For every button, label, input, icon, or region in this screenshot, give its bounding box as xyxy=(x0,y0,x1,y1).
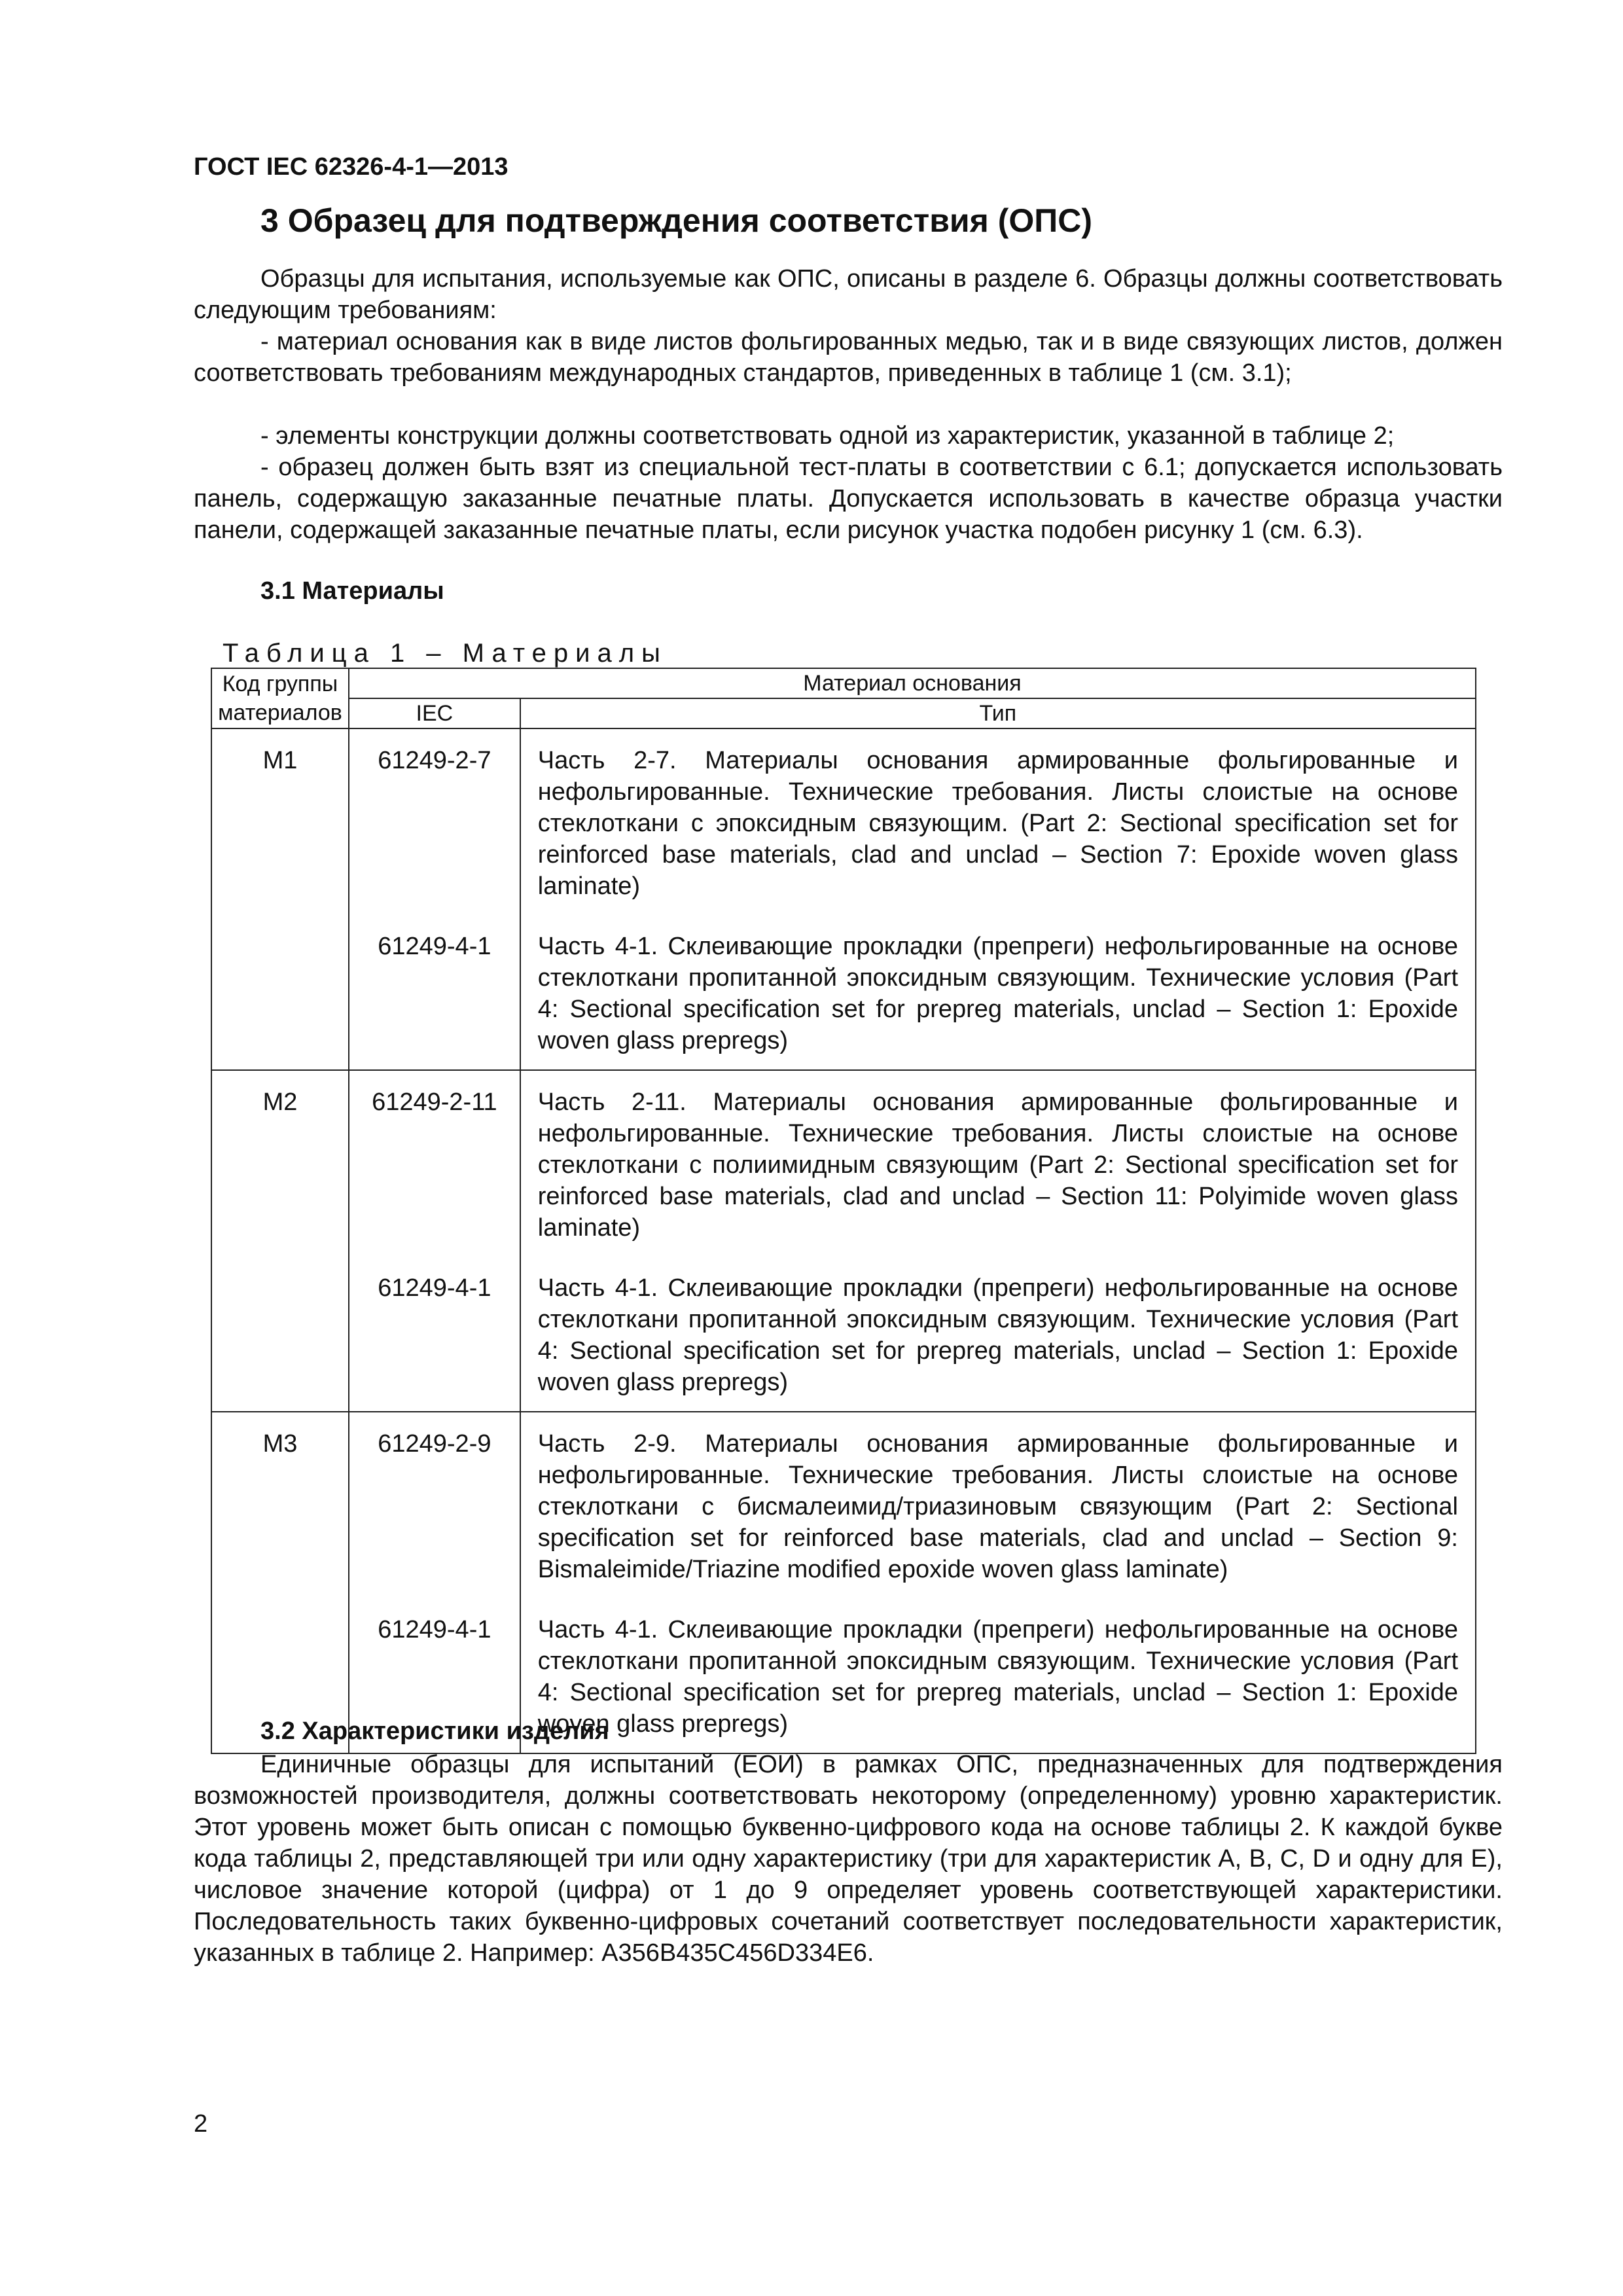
group-cell: M2 xyxy=(211,1070,349,1257)
type-cell: Часть 4-1. Склеивающие прокладки (препреги) нефольгированные на основе стеклоткани пропитанной эпоксидным связующим. Технические условия (Part 4: Sectional specification set for prepreg materials, unclad – Section 1: Epoxide woven glass prepregs) xyxy=(520,915,1476,1070)
table-subheader-row xyxy=(211,698,1476,728)
iec-cell: 61249-2-7 xyxy=(349,728,520,915)
intro-text-3: - элементы конструкции должны соответствовать одной из характеристик, указанной в таблице 2; xyxy=(260,422,1395,450)
type-cell: Часть 2-11. Материалы основания армированные фольгированные и нефольгированные. Технические требования. Листы слоистые на основе стеклоткани с полиимидным связующим (Part 2: Sectional specification set for reinforced base materials, clad and unclad – Section 11: Polyimide woven glass laminate) xyxy=(520,1070,1476,1257)
type-cell: Часть 4-1. Склеивающие прокладки (препреги) нефольгированные на основе стеклоткани пропитанной эпоксидным связующим. Технические условия (Part 4: Sectional specification set for prepreg materials, unclad – Section 1: Epoxide woven glass prepregs) xyxy=(520,1257,1476,1412)
intro-text-2: - материал основания как в виде листов фольгированных медью, так и в виде связующих листов, должен соответствовать требованиям международных стандартов, приведенных в таблице 1 (см. 3.1); xyxy=(194,328,1503,387)
group-cell: M3 xyxy=(211,1412,349,1598)
section-title: 3 Образец для подтверждения соответствия (ОПС) xyxy=(260,202,1092,239)
intro-paragraph-2 xyxy=(194,326,1503,389)
group-cell xyxy=(211,1257,349,1412)
page-number: 2 xyxy=(194,2110,208,2138)
subsection-3-2-title: 3.2 Характеристики изделия xyxy=(260,1717,609,1745)
subsection-3-2-text: Единичные образцы для испытаний (ЕОИ) в рамках ОПС, предназначенных для подтверждения возможностей производителя, должны соответствовать некоторому (определенному) уровню характеристик. Этот уровень может быть описан с помощью буквенно-цифрового кода на основе таблицы 2. К каждой букве кода таблицы 2, представляющей три или одну характеристику (три для характеристик A, B, C, D и одну для E), числовое значение которой (цифра) от 1 до 9 определяет уровень соответствующей характеристики. Последовательность таких буквенно-цифровых сочетаний соответствует последовательности характеристик, указанных в таблице 2. Например: A356B435C456D334E6. xyxy=(194,1751,1503,1967)
subsection-3-2-paragraph xyxy=(194,1749,1503,1969)
table-header-row xyxy=(211,668,1476,698)
header-base-material: Материал основания xyxy=(349,668,1476,698)
intro-text-4: - образец должен быть взят из специальной тест-платы в соответствии с 6.1; допускается использовать панель, содержащую заказанные печатные платы. Допускается использовать в качестве образца участки панели, содержащей заказанные печатные платы, если рисунок участка подобен рисунку 1 (см. 6.3). xyxy=(194,454,1503,544)
intro-paragraph-3 xyxy=(194,420,1503,452)
intro-paragraph-4 xyxy=(194,452,1503,546)
table-row xyxy=(211,915,1476,1070)
type-cell: Часть 2-7. Материалы основания армированные фольгированные и нефольгированные. Технические требования. Листы слоистые на основе стеклоткани с эпоксидным связующим. (Part 2: Sectional specification set for reinforced base materials, clad and unclad – Section 7: Epoxide woven glass laminate) xyxy=(520,728,1476,915)
type-cell: Часть 4-1. Склеивающие прокладки (препреги) нефольгированные на основе стеклоткани пропитанной эпоксидным связующим. Технические условия (Part 4: Sectional specification set for prepreg materials, unclad – Section 1: Epoxide woven glass prepregs) xyxy=(520,1598,1476,1753)
table-row xyxy=(211,728,1476,915)
group-cell xyxy=(211,915,349,1070)
header-iec: IEC xyxy=(349,698,520,728)
iec-cell: 61249-4-1 xyxy=(349,1598,520,1753)
intro-text-1: Образцы для испытания, используемые как ОПС, описаны в разделе 6. Образцы должны соответствовать следующим требованиям: xyxy=(194,265,1503,324)
header-type: Тип xyxy=(520,698,1476,728)
type-cell: Часть 2-9. Материалы основания армированные фольгированные и нефольгированные. Технические требования. Листы слоистые на основе стеклоткани с бисмалеимид/триазиновым связующим (Part 2: Sectional specification set for reinforced base materials, clad and unclad – Section 9: Bismaleimide/Triazine modified epoxide woven glass laminate) xyxy=(520,1412,1476,1598)
iec-cell: 61249-2-11 xyxy=(349,1070,520,1257)
materials-table xyxy=(211,668,1476,1754)
intro-paragraph-1 xyxy=(194,263,1503,326)
table-caption: Таблица 1 – Материалы xyxy=(223,639,668,668)
iec-cell: 61249-4-1 xyxy=(349,1257,520,1412)
iec-cell: 61249-4-1 xyxy=(349,915,520,1070)
subsection-3-1-title: 3.1 Материалы xyxy=(260,577,444,605)
header-group-code: Код группы материалов xyxy=(211,668,349,728)
group-cell: M1 xyxy=(211,728,349,915)
table-row xyxy=(211,1257,1476,1412)
table-row xyxy=(211,1412,1476,1598)
table-row xyxy=(211,1070,1476,1257)
document-code: ГОСТ IEC 62326-4-1—2013 xyxy=(194,153,508,181)
iec-cell: 61249-2-9 xyxy=(349,1412,520,1598)
